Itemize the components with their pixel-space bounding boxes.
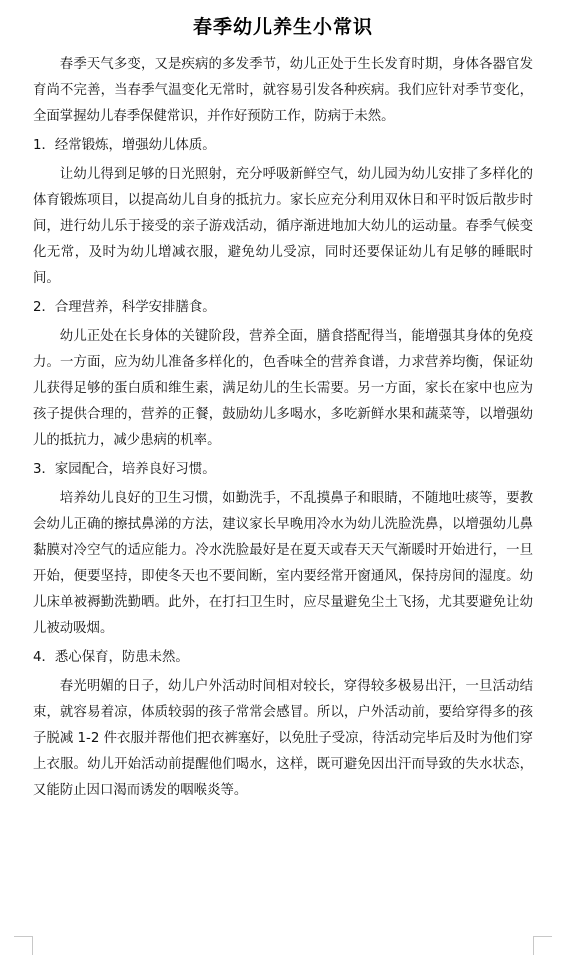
- section-2-heading: 2．合理营养，科学安排膳食。: [33, 300, 216, 315]
- document-body: [33, 52, 533, 804]
- page-corner-mark-left: [14, 936, 33, 955]
- section-3-paragraph: 培养幼儿良好的卫生习惯，如勤洗手，不乱摸鼻子和眼睛，不随地吐痰等，要教会幼儿正确的擦拭鼻涕的方法，建议家长早晚用冷水为幼儿洗脸洗鼻，以增强幼儿鼻黏膜对冷空气的适应能力。冷水洗脸最好是在夏天或春天天气渐暖时开始进行，一旦开始，便要坚持，即使冬天也不要间断，室内要经常开窗通风，保持房间的湿度。幼儿床单被褥勤洗勤晒。此外，在打扫卫生时，应尽量避免尘土飞扬，尤其要避免让幼儿被动吸烟。: [33, 491, 533, 636]
- section-1-heading: 1．经常锻炼，增强幼儿体质。: [33, 138, 216, 153]
- intro-paragraph: 春季天气多变，又是疾病的多发季节，幼儿正处于生长发育时期，身体各器官发育尚不完善，当春季气温变化无常时，就容易引发各种疾病。我们应针对季节变化，全面掌握幼儿春季保健常识，并作好预防工作，防病于未然。: [33, 57, 533, 124]
- section-3-heading: 3．家园配合，培养良好习惯。: [33, 462, 216, 477]
- page-corner-mark-right: [533, 936, 552, 955]
- section-1-paragraph: 让幼儿得到足够的日光照射，充分呼吸新鲜空气，幼儿园为幼儿安排了多样化的体育锻炼项目，以提高幼儿自身的抵抗力。家长应充分利用双休日和平时饭后散步时间，进行幼儿乐于接受的亲子游戏活动，循序渐进地加大幼儿的运动量。春季气候变化无常，及时为幼儿增减衣服，避免幼儿受凉，同时还要保证幼儿有足够的睡眠时间。: [33, 167, 533, 286]
- section-4-heading: 4．悉心保育，防患未然。: [33, 650, 189, 665]
- document-title: 春季幼儿养生小常识: [192, 16, 373, 38]
- section-4-paragraph: 春光明媚的日子，幼儿户外活动时间相对较长，穿得较多极易出汗，一旦活动结束，就容易着凉，体质较弱的孩子常常会感冒。所以，户外活动前，要给穿得多的孩子脱减 1-2 件衣服并帮他们把衣裤塞好，以免肚子受凉，待活动完毕后及时为他们穿上衣服。幼儿开始活动前提醒他们喝水，这样，既可避免因出汗而导致的失水状态，又能防止因口渴而诱发的咽喉炎等。: [33, 679, 533, 798]
- section-2-paragraph: 幼儿正处在长身体的关键阶段，营养全面，膳食搭配得当，能增强其身体的免疫力。一方面，应为幼儿准备多样化的，色香味全的营养食谱，力求营养均衡，保证幼儿获得足够的蛋白质和维生素，满足幼儿的生长需要。另一方面，家长在家中也应为孩子提供合理的，营养的正餐，鼓励幼儿多喝水，多吃新鲜水果和蔬菜等，以增强幼儿的抵抗力，减少患病的机率。: [33, 329, 533, 448]
